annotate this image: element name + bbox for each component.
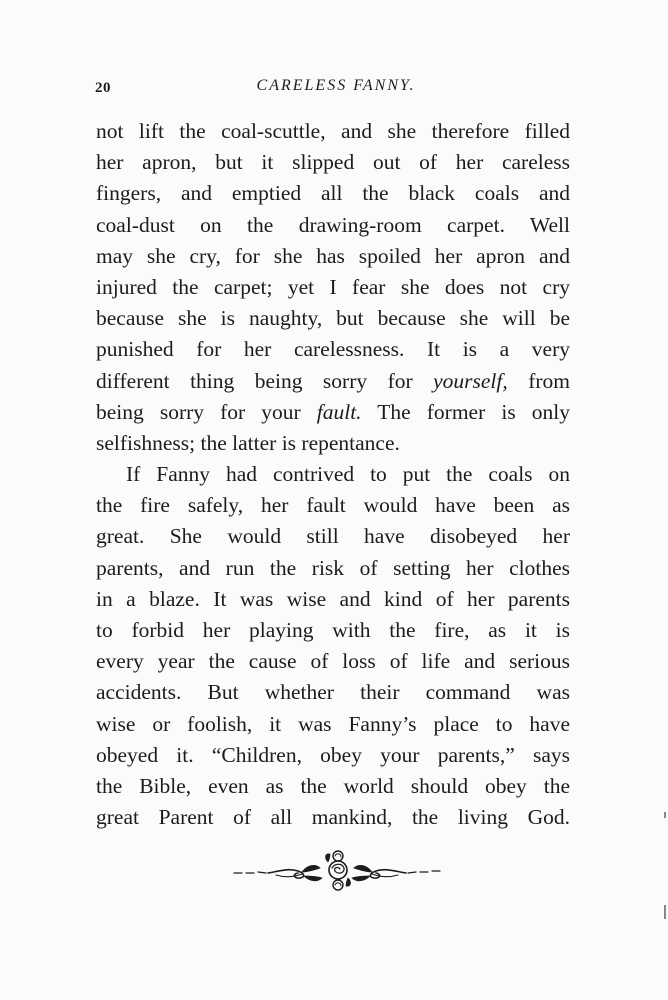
text-line: fingers, and emptied all the black coals and <box>96 181 570 206</box>
text-line: injured the carpet; yet I fear she does not cry <box>96 274 570 299</box>
text-line: every year the cause of loss of life and serious <box>96 649 570 674</box>
text-line: coal-dust on the drawing-room carpet. Well <box>96 212 570 237</box>
scan-edge-mark <box>664 905 666 919</box>
text-line: not lift the coal-scuttle, and she therefore filled <box>96 119 570 143</box>
text-line: in a blaze. It was wise and kind of her parents <box>96 586 570 611</box>
text-line: her apron, but it slipped out of her careless <box>96 150 570 175</box>
text-line: obeyed it. “Children, obey your parents,” says <box>96 742 570 767</box>
text-line: parents, and run the risk of setting her clothes <box>96 555 570 580</box>
text-line: because she is naughty, but because she will be <box>96 306 570 331</box>
italic-word: fault. <box>316 399 362 424</box>
text-line: punished for her carelessness. It is a very <box>96 337 570 362</box>
text-line: accidents. But whether their command was <box>96 680 570 705</box>
text-line <box>96 397 570 428</box>
text-line: wise or foolish, it was Fanny’s place to have <box>96 711 570 736</box>
text-line <box>96 366 570 397</box>
body-text <box>96 116 570 833</box>
scan-edge-mark <box>664 812 666 818</box>
text-line: selfishness; the latter is repentance. <box>96 430 400 455</box>
text-line: to forbid her playing with the fire, as it is <box>96 618 570 642</box>
text-line: the Bible, even as the world should obey the <box>96 773 570 798</box>
running-head: CARELESS FANNY. <box>256 77 416 94</box>
text-segment: from <box>507 368 571 393</box>
text-segment: being sorry for your <box>96 399 317 424</box>
text-line: great Parent of all mankind, the living God. <box>96 805 570 830</box>
italic-word: yourself, <box>433 368 508 393</box>
page-header <box>95 77 577 101</box>
page-number: 20 <box>95 80 111 96</box>
floral-tailpiece-icon <box>232 846 442 894</box>
text-segment: The former is only <box>361 399 570 424</box>
text-line: great. She would still have disobeyed her <box>96 524 570 549</box>
text-line: If Fanny had contrived to put the coals on <box>126 462 570 487</box>
text-line: the fire safely, her fault would have been as <box>96 493 570 518</box>
text-segment: different thing being sorry for <box>96 368 434 393</box>
text-line: may she cry, for she has spoiled her apron and <box>96 243 570 268</box>
